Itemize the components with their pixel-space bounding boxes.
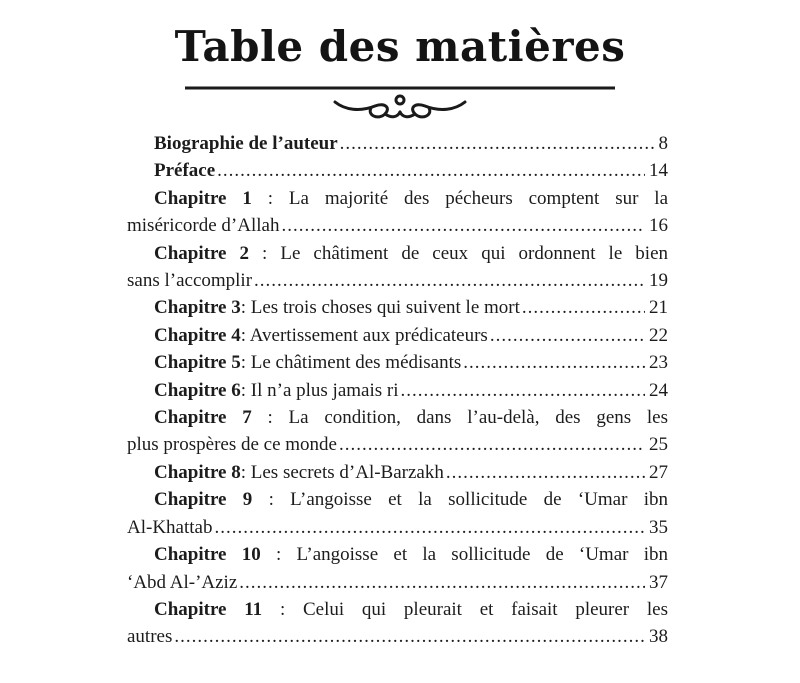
entry-label: Chapitre 8 [154,461,241,483]
toc-entry-chapitre-6[interactable] [127,377,668,404]
entry-label: Biographie de l’auteur [154,133,338,154]
entry-page: 27 [649,461,668,483]
entry-title-cont: sans l’accomplir [127,270,253,292]
toc-entry-chapitre-4[interactable] [127,322,668,349]
entry-title: : Il n’a plus jamais ri [240,379,399,401]
entry-label: Chapitre 6 [154,379,241,401]
entry-label: Préface [154,160,216,182]
dot-leader [401,377,645,404]
toc-list [127,130,668,651]
entry-title-cont: Al-Khattab [127,516,213,538]
entry-label: Chapitre 10 [154,544,261,566]
entry-label: Chapitre 5 [154,352,241,374]
dot-leader [522,294,645,321]
entry-title: : Le châtiment de ceux qui ordonnent le bien [249,242,668,264]
entry-page: 37 [649,571,668,593]
entry-label: Chapitre 11 [154,598,263,620]
entry-label: Chapitre 4 [154,324,241,346]
entry-page: 38 [649,626,668,648]
entry-title: : L’angoisse et la sollicitude de ‘Umar ibn [252,489,669,511]
toc-entry-chapitre-9[interactable] [127,486,668,541]
entry-title-cont: autres [127,626,173,648]
page-title: Table des matières [174,22,626,71]
toc-entry-chapitre-2[interactable] [127,240,668,295]
entry-title-cont: miséricorde d’Allah [127,215,280,237]
dot-leader [239,569,645,596]
entry-page: 8 [658,133,668,154]
entry-title: : Le châtiment des médisants [240,352,462,374]
entry-page: 19 [649,270,668,292]
entry-page: 24 [649,379,668,401]
entry-page: 25 [649,434,668,456]
entry-title: : La majorité des pécheurs comptent sur la [251,187,668,209]
dot-leader [446,459,645,486]
entry-page: 23 [649,352,668,374]
toc-entry-preface[interactable] [127,157,668,184]
entry-label: Chapitre 7 [154,407,252,429]
entry-title-cont: ‘Abd Al-’Aziz [127,571,238,593]
dot-leader [254,267,645,294]
dot-leader [174,623,645,650]
toc-entry-chapitre-5[interactable] [127,349,668,376]
entry-label: Chapitre 9 [154,489,253,511]
entry-title-cont: plus prospères de ce monde [127,434,337,456]
ornament-divider-icon [185,76,615,124]
entry-page: 14 [649,160,668,182]
toc-entry-chapitre-10[interactable] [127,541,668,596]
dot-leader [490,322,645,349]
toc-entry-chapitre-7[interactable] [127,404,668,459]
dot-leader [463,349,645,376]
entry-title: : Les secrets d’Al-Barzakh [240,461,444,483]
entry-title: : Les trois choses qui suivent le mort [240,297,520,319]
dot-leader [214,514,645,541]
dot-leader [339,431,645,458]
entry-title: : Celui qui pleurait et faisait pleurer les [262,598,668,620]
entry-page: 16 [649,215,668,237]
toc-entry-chapitre-11[interactable] [127,596,668,651]
toc-entry-chapitre-8[interactable] [127,459,668,486]
entry-label: Chapitre 3 [154,297,241,319]
entry-page: 35 [649,516,668,538]
dot-leader [217,157,645,184]
entry-title: : L’angoisse et la sollicitude de ‘Umar ibn [260,544,668,566]
entry-page: 22 [649,324,668,346]
entry-page: 21 [649,297,668,319]
toc-entry-chapitre-1[interactable] [127,185,668,240]
toc-entry-biographie[interactable] [127,130,668,157]
entry-title: : Avertissement aux prédicateurs [240,324,488,346]
dot-leader [281,212,645,239]
entry-label: Chapitre 2 [154,242,250,264]
entry-label: Chapitre 1 [154,187,252,209]
toc-entry-chapitre-3[interactable] [127,294,668,321]
entry-title: : La condition, dans l’au-delà, des gens les [251,407,669,429]
dot-leader [340,130,655,157]
